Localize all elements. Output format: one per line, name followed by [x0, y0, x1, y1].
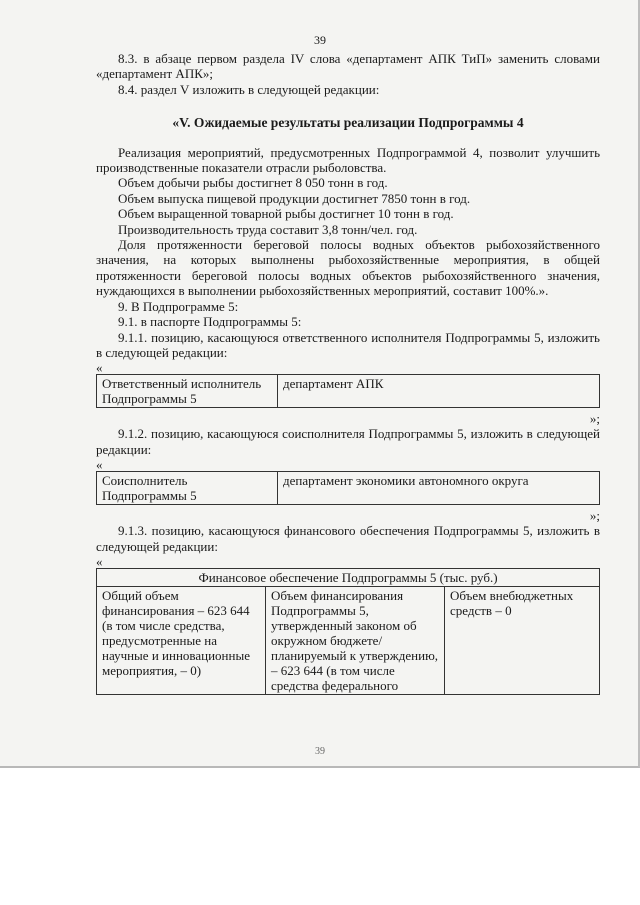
table-budget-cell: Объем финансирования Подпрограммы 5, утвержденный законом об окружном бюджете/ планируемый к утверждению, – 623 644 (в том числе средства федерального — [266, 586, 445, 694]
paragraph-shoreline-share: Доля протяженности береговой полосы водных объектов рыбохозяйственного значения, на которых выполнены рыбохозяйственные мероприятия, в общей протяженности береговой полосы водных объектов рыбохозяйственного значения, нуждающихся в выполнении рыбохозяйственных мероприятий, составит 100%.». — [96, 237, 600, 299]
table-row — [97, 586, 600, 694]
page-number-footer: 39 — [315, 746, 325, 757]
paragraph-9-1-3: 9.1.3. позицию, касающуюся финансового обеспечения Подпрограммы 5, изложить в следующей редакции: — [96, 523, 600, 554]
paragraph-productivity: Производительность труда составит 3,8 тонн/чел. год. — [118, 221, 418, 237]
table-row — [97, 472, 600, 505]
quote-close-2: »; — [589, 508, 600, 524]
paragraph-8-3: 8.3. в абзаце первом раздела IV слова «департамент АПК ТиП» заменить словами «департамент АПК»; — [96, 51, 600, 82]
paragraph-9-1-2: 9.1.2. позицию, касающуюся соисполнителя Подпрограммы 5, изложить в следующей редакции: — [96, 426, 600, 457]
table-extrabudget-cell: Объем внебюджетных средств – 0 — [445, 586, 600, 694]
paragraph-9: 9. В Подпрограмме 5: — [118, 298, 239, 314]
quote-open-2: « — [96, 457, 103, 473]
table-value-cell: департамент экономики автономного округа — [278, 472, 600, 505]
table-row — [97, 375, 600, 408]
paragraph-fish-catch: Объем добычи рыбы достигнет 8 050 тонн в год. — [118, 175, 388, 191]
page-number: 39 — [314, 33, 326, 47]
paragraph-9-1: 9.1. в паспорте Подпрограммы 5: — [118, 314, 302, 330]
document-body — [96, 51, 600, 695]
table-financing — [96, 568, 600, 695]
table-label-cell: Ответственный исполнитель Подпрограммы 5 — [97, 375, 278, 408]
paragraph-8-4: 8.4. раздел V изложить в следующей редакции: — [118, 81, 380, 97]
quote-open-3: « — [96, 553, 103, 569]
paragraph-food-output: Объем выпуска пищевой продукции достигнет 7850 тонн в год. — [118, 190, 471, 206]
paragraph-commercial-fish: Объем выращенной товарной рыбы достигнет 10 тонн в год. — [118, 206, 454, 222]
quote-close-1: »; — [589, 411, 600, 427]
table-total-cell: Общий объем финансирования – 623 644 (в том числе средства, предусмотренные на научные и инновационные мероприятия, – 0) — [97, 586, 266, 694]
paragraph-9-1-1: 9.1.1. позицию, касающуюся ответственного исполнителя Подпрограммы 5, изложить в следующей редакции: — [96, 329, 600, 360]
table-value-cell: департамент АПК — [278, 375, 600, 408]
paragraph-intro: Реализация мероприятий, предусмотренных Подпрограммой 4, позволит улучшить производственные показатели отрасли рыболовства. — [96, 144, 600, 176]
table-responsible-executor — [96, 374, 600, 408]
quote-open-1: « — [96, 360, 103, 376]
table-title-cell: Финансовое обеспечение Подпрограммы 5 (тыс. руб.) — [97, 568, 600, 586]
table-co-executor — [96, 471, 600, 505]
section-heading: «V. Ожидаемые результаты реализации Подпрограммы 4 — [172, 115, 524, 131]
table-row — [97, 568, 600, 586]
table-label-cell: Соисполнитель Подпрограммы 5 — [97, 472, 278, 505]
